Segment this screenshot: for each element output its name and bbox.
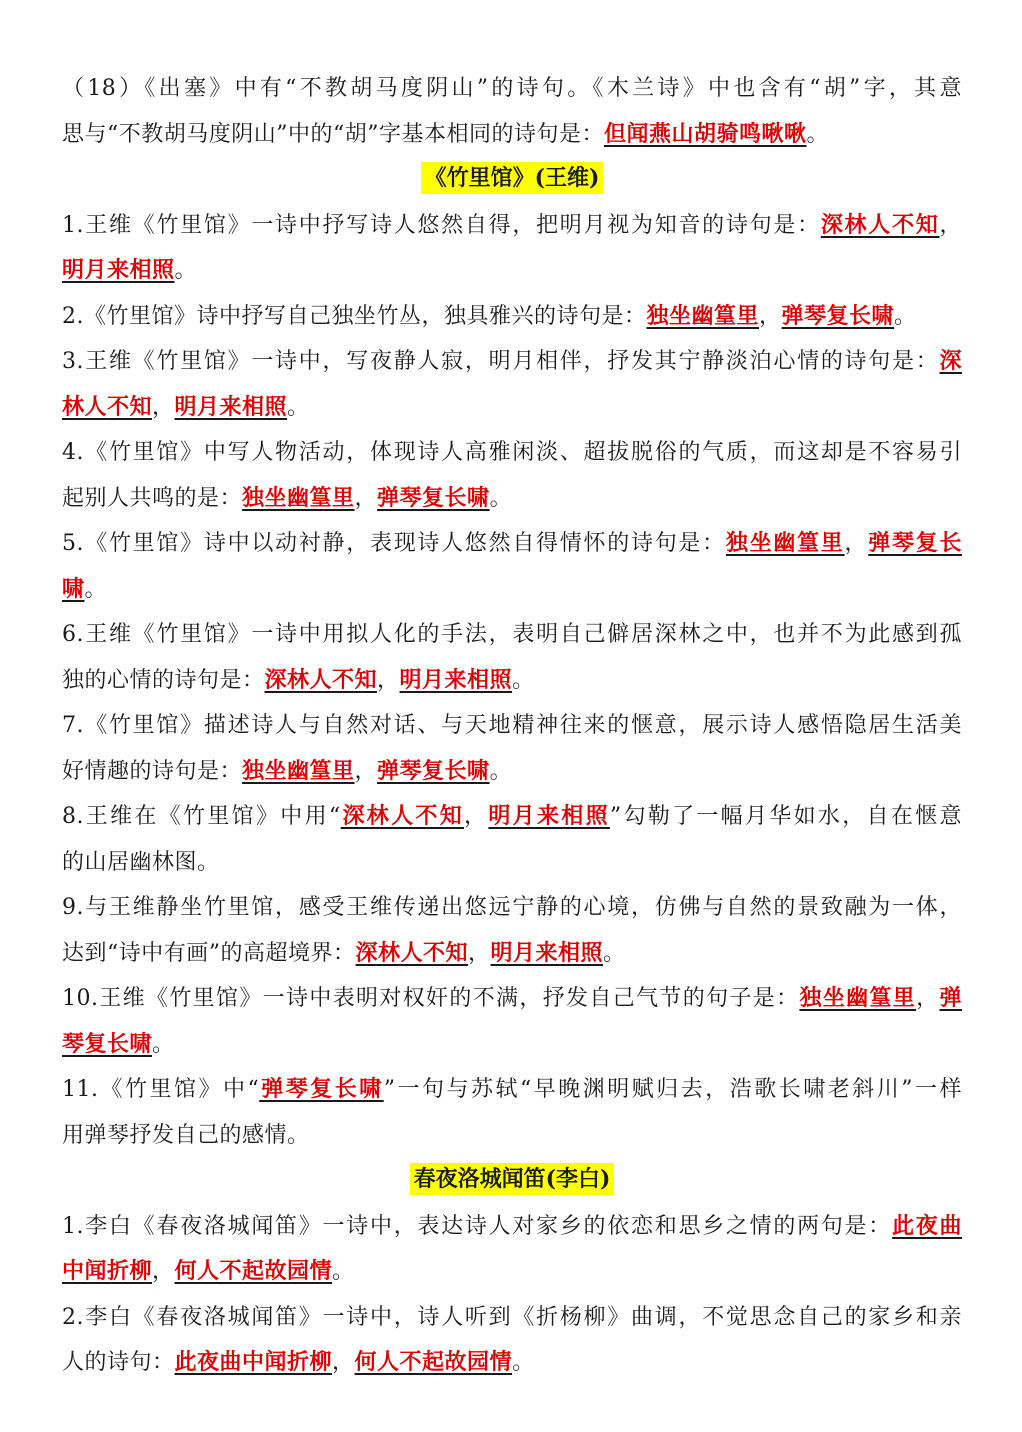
answer-text: 明月来相照 — [399, 666, 513, 693]
document-page — [62, 66, 962, 1386]
question-text: ， — [464, 804, 489, 829]
text-line — [62, 1022, 962, 1068]
question-text: ， — [377, 667, 400, 693]
text-line — [62, 794, 962, 840]
answer-text: 独坐幽篁里 — [799, 985, 917, 1011]
question-text: 独的心情的诗句是： — [62, 667, 265, 693]
text-line — [62, 1067, 962, 1113]
question-text: 。 — [152, 1031, 175, 1057]
answer-text: 深 — [939, 348, 962, 374]
text-line — [62, 430, 962, 476]
section-heading-line — [62, 157, 962, 203]
text-line — [62, 339, 962, 385]
question-text: ， — [916, 986, 940, 1011]
question-text: 。 — [84, 576, 108, 602]
text-line — [62, 1204, 962, 1250]
answer-text: 深林人不知 — [340, 803, 465, 829]
question-text: 。 — [174, 258, 198, 283]
question-text: ， — [152, 1259, 175, 1284]
question-text: 2.李白《春夜洛城闻笛》一诗中，诗人听到《折杨柳》曲调，不觉思念自己的家乡和亲 — [62, 1304, 962, 1330]
answer-text: 独坐幽篁里 — [725, 530, 845, 556]
question-text: 4.《竹里馆》中写人物活动，体现诗人高雅闲淡、超拔脱俗的气质，而这却是不容易引 — [62, 440, 962, 465]
answer-text: 明月来相照 — [62, 257, 175, 283]
text-line — [62, 976, 962, 1022]
question-text: 思与“不教胡马度阴山”中的“胡”字基本相同的诗句是： — [62, 121, 604, 147]
question-text: （18）《出塞》中有“不教胡马度阴山”的诗句。《木兰诗》中也含有“胡”字，其意 — [62, 76, 962, 101]
question-text: 。 — [489, 758, 513, 784]
answer-text: 弹琴复长 — [868, 530, 962, 556]
answer-text: 深林人不知 — [264, 666, 378, 693]
answer-text: 独坐幽篁里 — [242, 484, 355, 511]
text-line — [62, 840, 962, 886]
question-text: 11.《竹里馆》中“ — [62, 1077, 260, 1102]
text-line — [62, 1249, 962, 1295]
question-text: 5.《竹里馆》诗中以动衬静，表现诗人悠然自得情怀的诗句是： — [62, 531, 726, 556]
question-text: 8.王维在《竹里馆》中用“ — [62, 804, 341, 829]
question-text: 。 — [489, 485, 513, 511]
text-line — [62, 203, 962, 249]
question-text: 用弹琴抒发自己的感情。 — [62, 1122, 310, 1148]
answer-text: 独坐幽篁里 — [646, 302, 760, 329]
question-text: 的山居幽林图。 — [62, 849, 220, 875]
text-line — [62, 66, 962, 112]
question-text: 。 — [512, 1350, 535, 1375]
answer-text: 弹琴复长啸 — [377, 484, 490, 511]
question-text: ， — [152, 394, 175, 420]
question-text: ， — [354, 485, 378, 511]
question-text: 。 — [806, 121, 830, 147]
question-text: 人的诗句： — [62, 1350, 175, 1375]
question-text: 3.王维《竹里馆》一诗中，写夜静人寂，明月相伴，抒发其宁静淡泊心情的诗句是： — [62, 349, 940, 374]
question-text: 7.《竹里馆》描述诗人与自然对话、与天地精神往来的惬意，展示诗人感悟隐居生活美 — [62, 713, 962, 738]
question-text: 。 — [894, 303, 917, 329]
question-text: 好情趣的诗句是： — [62, 758, 243, 784]
text-line — [62, 248, 962, 294]
question-text: 9.与王维静坐竹里馆，感受王维传递出悠远宁静的心境，仿佛与自然的景致融为一体， — [62, 895, 962, 920]
answer-text: 明月来相照 — [490, 939, 604, 966]
text-line — [62, 1113, 962, 1159]
question-text: 1.李白《春夜洛城闻笛》一诗中，表达诗人对家乡的依恋和思乡之情的两句是： — [62, 1213, 893, 1239]
answer-text: 何人不起故园情 — [354, 1349, 513, 1375]
text-line — [62, 931, 962, 977]
answer-text: 琴复长啸 — [62, 1030, 153, 1057]
answer-text: 弹琴复长啸 — [377, 757, 490, 784]
answer-text: 明月来相照 — [174, 393, 288, 420]
question-text: ， — [468, 940, 491, 966]
text-line — [62, 294, 962, 340]
text-line — [62, 612, 962, 658]
question-text: ， — [354, 758, 378, 784]
question-text: 6.王维《竹里馆》一诗中用拟人化的手法，表明自己僻居深林之中，也并不为此感到孤 — [62, 622, 962, 647]
answer-text: 深林人不知 — [820, 211, 940, 238]
question-text: 。 — [512, 667, 535, 693]
answer-text: 独坐幽篁里 — [242, 757, 355, 784]
text-line — [62, 385, 962, 431]
question-text: 起别人共鸣的是： — [62, 485, 243, 511]
answer-text: 弹琴复长啸 — [259, 1076, 384, 1102]
answer-text: 啸 — [62, 575, 85, 602]
question-text: ， — [759, 303, 782, 329]
question-text: 达到“诗中有画”的高超境界： — [62, 940, 356, 966]
text-line — [62, 567, 962, 613]
answer-text: 弹 — [939, 985, 962, 1011]
text-line — [62, 658, 962, 704]
answer-text: 深林人不知 — [355, 939, 469, 966]
question-text: ， — [332, 1350, 355, 1375]
answer-text: 何人不起故园情 — [174, 1258, 333, 1284]
question-text: ， — [939, 212, 962, 238]
question-text: ”勾勒了一幅月华如水，自在惬意 — [609, 804, 962, 829]
question-text: 。 — [287, 394, 310, 420]
text-line — [62, 521, 962, 567]
answer-text: 中闻折柳 — [62, 1258, 153, 1284]
answer-text: 此夜曲中闻折柳 — [174, 1349, 333, 1375]
text-line — [62, 749, 962, 795]
text-line — [62, 1340, 962, 1386]
question-text: 1.王维《竹里馆》一诗中抒写诗人悠然自得，把明月视为知音的诗句是： — [62, 212, 821, 238]
section-heading-line — [62, 1158, 962, 1204]
question-text: ， — [844, 531, 869, 556]
section-heading: 《竹里馆》(王维) — [421, 162, 604, 194]
question-text: 2.《竹里馆》诗中抒写自己独坐竹丛，独具雅兴的诗句是： — [62, 303, 647, 329]
text-line — [62, 703, 962, 749]
text-line — [62, 885, 962, 931]
text-line — [62, 476, 962, 522]
answer-text: 弹琴复长啸 — [781, 302, 895, 329]
answer-text: 林人不知 — [62, 393, 153, 420]
answer-text: 明月来相照 — [488, 803, 610, 829]
answer-text: 此夜曲 — [892, 1212, 962, 1239]
section-heading: 春夜洛城闻笛(李白) — [410, 1163, 615, 1195]
answer-text: 但闻燕山胡骑鸣啾啾 — [604, 120, 807, 147]
question-text: ”一句与苏轼“早晚渊明赋归去，浩歌长啸老斜川”一样 — [383, 1077, 962, 1102]
text-line — [62, 112, 962, 158]
question-text: 。 — [603, 940, 626, 966]
text-line — [62, 1295, 962, 1341]
question-text: 10.王维《竹里馆》一诗中表明对权奸的不满，抒发自己气节的句子是： — [62, 986, 800, 1011]
question-text: 。 — [332, 1259, 355, 1284]
